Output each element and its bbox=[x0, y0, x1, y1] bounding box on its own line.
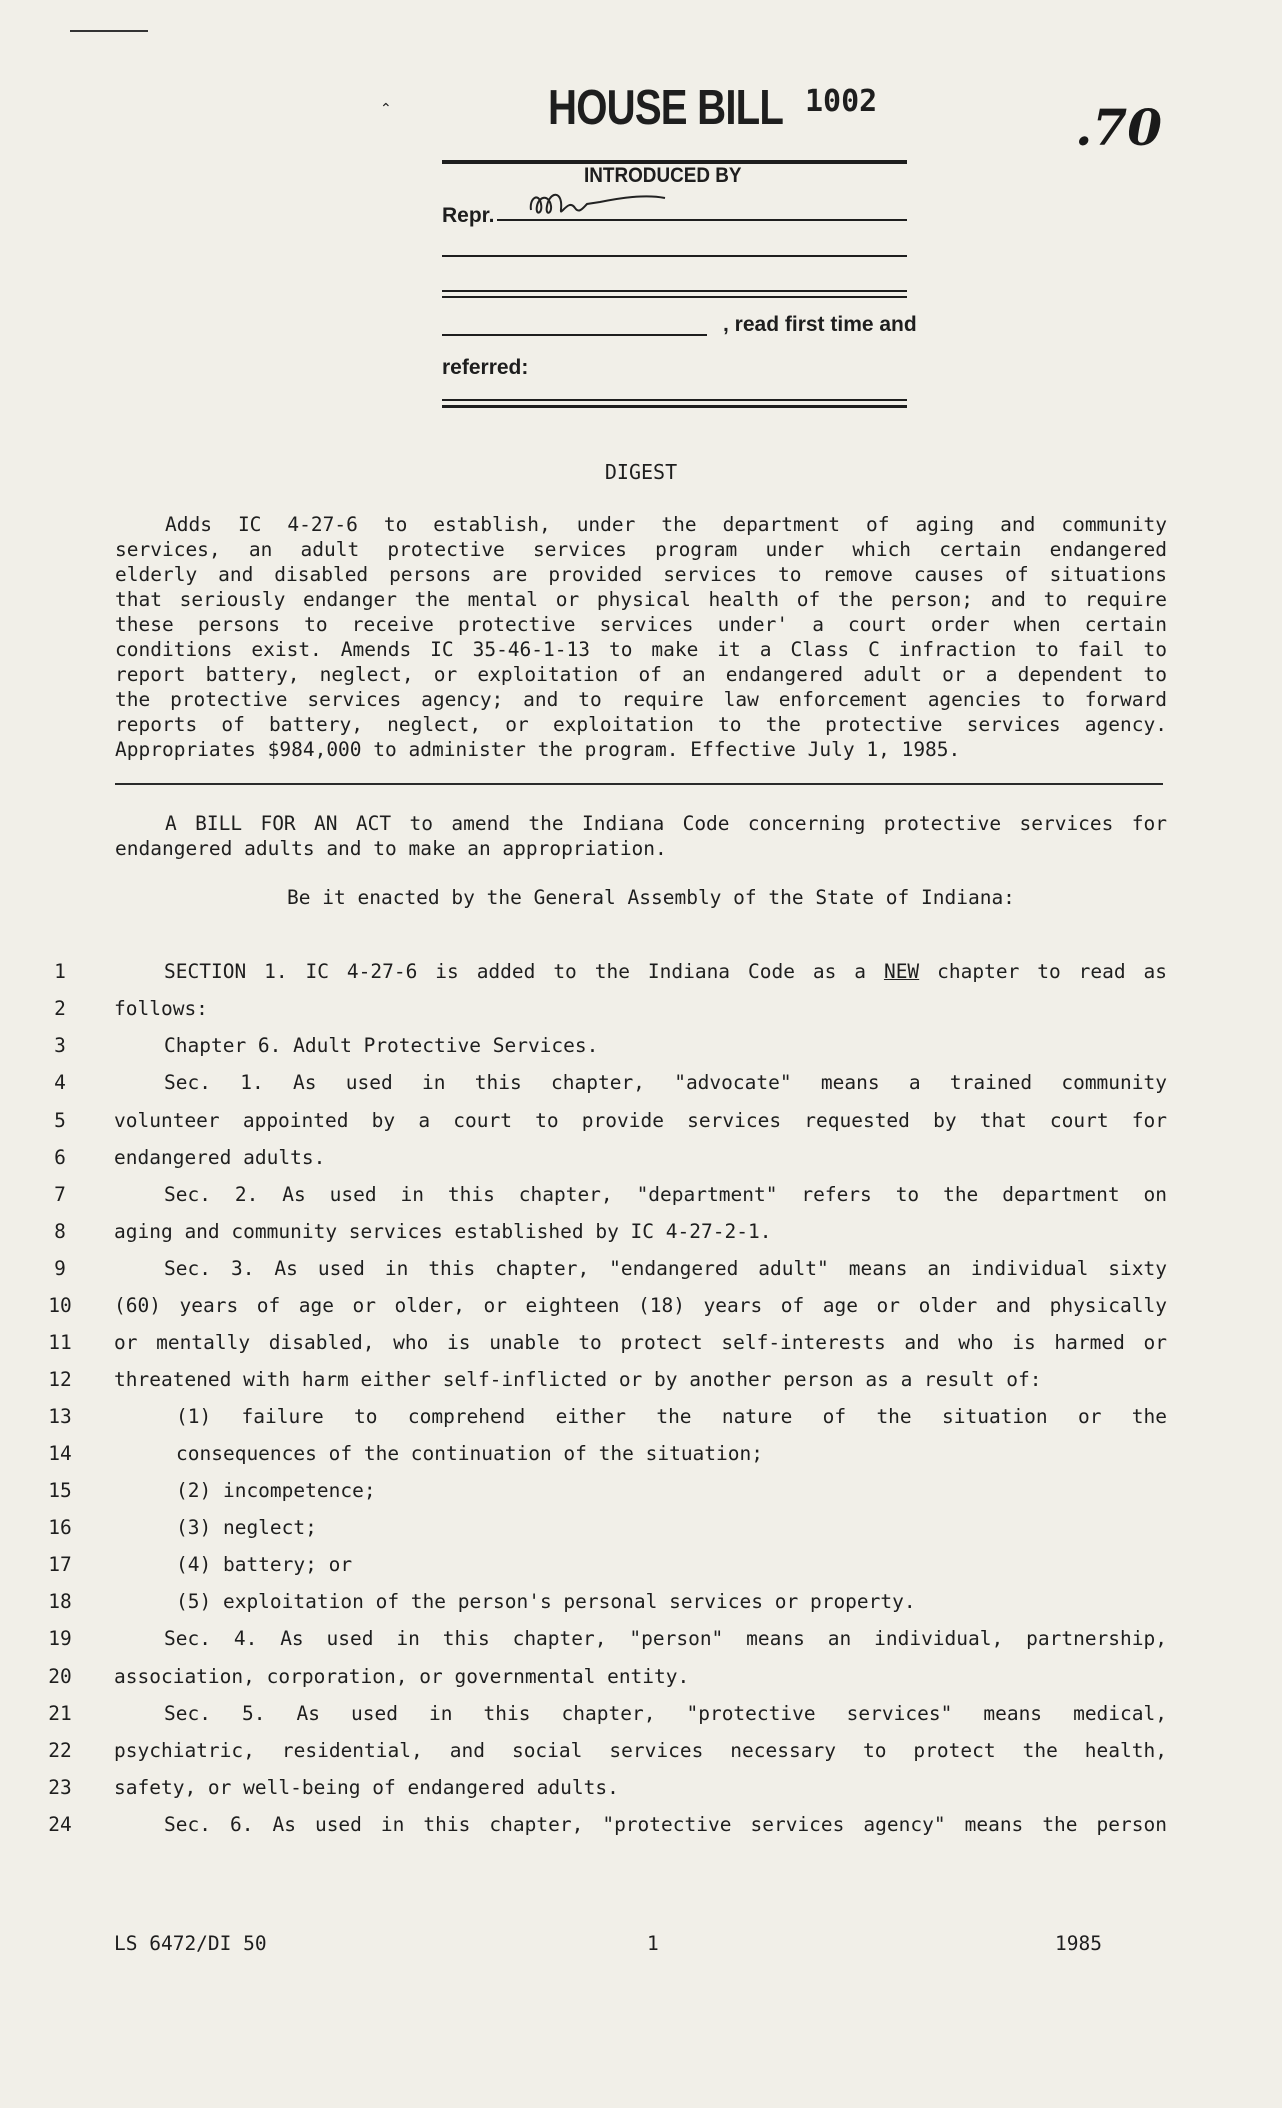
bill-number: 1002 bbox=[805, 84, 878, 119]
line-number: 15 bbox=[48, 1479, 72, 1502]
body-line-21: Sec. 5. As used in this chapter, "protective services" means medical, bbox=[164, 1702, 1167, 1725]
line-number: 3 bbox=[54, 1034, 66, 1057]
line-number: 5 bbox=[54, 1109, 66, 1132]
body-line-1 bbox=[164, 960, 1167, 983]
signature-image bbox=[525, 180, 705, 235]
referred-label: referred: bbox=[442, 356, 529, 379]
digest-line: Adds IC 4-27-6 to establish, under the department of aging and community bbox=[165, 513, 1167, 536]
line-number: 10 bbox=[48, 1294, 72, 1317]
bill-intro-line: A BILL FOR AN ACT to amend the Indiana Code concerning protective services for bbox=[165, 812, 1167, 835]
body-line-6: endangered adults. bbox=[114, 1146, 326, 1169]
header-bottom-rule-1 bbox=[442, 399, 907, 401]
digest-line: conditions exist. Amends IC 35-46-1-13 to make it a Class C infraction to fail to bbox=[115, 638, 1167, 661]
line-number: 24 bbox=[48, 1813, 72, 1836]
section-1-text: SECTION 1. IC 4-27-6 is added to the Indiana Code as a bbox=[164, 960, 867, 983]
body-line-3: Chapter 6. Adult Protective Services. bbox=[164, 1034, 599, 1057]
header-bottom-rule-2 bbox=[442, 405, 907, 408]
line-number: 9 bbox=[54, 1257, 66, 1280]
line-number: 21 bbox=[48, 1702, 72, 1725]
digest-line: Appropriates $984,000 to administer the program. Effective July 1, 1985. bbox=[115, 738, 961, 761]
body-line-16: (3) neglect; bbox=[176, 1516, 317, 1539]
line-number: 22 bbox=[48, 1739, 72, 1762]
body-line-4: Sec. 1. As used in this chapter, "advocate" means a trained community bbox=[164, 1071, 1167, 1094]
body-line-19: Sec. 4. As used in this chapter, "person" means an individual, partnership, bbox=[164, 1627, 1167, 1650]
line-number: 19 bbox=[48, 1627, 72, 1650]
document-id: LS 6472/DI 50 bbox=[114, 1932, 267, 1955]
repr-line bbox=[497, 219, 907, 221]
body-line-8: aging and community services established by IC 4-27-2-1. bbox=[114, 1220, 772, 1243]
footer-year: 1985 bbox=[1055, 1932, 1102, 1955]
line-number: 14 bbox=[48, 1442, 72, 1465]
body-line-20: association, corporation, or governmental entity. bbox=[114, 1665, 690, 1688]
new-keyword: NEW bbox=[883, 960, 920, 983]
line-number: 13 bbox=[48, 1405, 72, 1428]
digest-line: elderly and disabled persons are provided services to remove causes of situations bbox=[115, 563, 1167, 586]
line-number: 17 bbox=[48, 1553, 72, 1576]
enacting-clause: Be it enacted by the General Assembly of the State of Indiana: bbox=[287, 886, 1015, 909]
bill-title: HOUSE BILL bbox=[548, 81, 784, 135]
digest-line: that seriously endanger the mental or physical health of the person; and to require bbox=[115, 588, 1167, 611]
body-line-9: Sec. 3. As used in this chapter, "endangered adult" means an individual sixty bbox=[164, 1257, 1167, 1280]
line-number: 1 bbox=[54, 960, 66, 983]
top-dash-mark bbox=[70, 30, 148, 32]
line-number: 18 bbox=[48, 1590, 72, 1613]
body-line-7: Sec. 2. As used in this chapter, "department" refers to the department on bbox=[164, 1183, 1167, 1206]
read-first-time-label: , read first time and bbox=[723, 313, 917, 336]
digest-line: the protective services agency; and to require law enforcement agencies to forward bbox=[115, 688, 1167, 711]
stray-mark: ⌃ bbox=[380, 100, 392, 116]
double-line-top bbox=[442, 290, 907, 292]
body-line-18: (5) exploitation of the person's personal services or property. bbox=[176, 1590, 916, 1613]
page-number: 1 bbox=[647, 1932, 659, 1955]
line-number: 16 bbox=[48, 1516, 72, 1539]
digest-divider bbox=[115, 783, 1163, 785]
section-1-text-end: chapter to read as bbox=[937, 960, 1168, 983]
body-line-24: Sec. 6. As used in this chapter, "protective services agency" means the person bbox=[164, 1813, 1167, 1836]
line-number: 20 bbox=[48, 1665, 72, 1688]
body-line-10: (60) years of age or older, or eighteen (18) years of age or older and physically bbox=[114, 1294, 1167, 1317]
line-number: 11 bbox=[48, 1331, 72, 1354]
bill-title-clause bbox=[115, 811, 1167, 861]
line-number: 4 bbox=[54, 1071, 66, 1094]
body-line-15: (2) incompetence; bbox=[176, 1479, 376, 1502]
line-number: 7 bbox=[54, 1183, 66, 1206]
digest-line: these persons to receive protective services under' a court order when certain bbox=[115, 613, 1167, 636]
body-line-17: (4) battery; or bbox=[176, 1553, 353, 1576]
line-number: 8 bbox=[54, 1220, 66, 1243]
line-number: 23 bbox=[48, 1776, 72, 1799]
blank-line-1 bbox=[442, 255, 907, 257]
repr-label: Repr. bbox=[442, 204, 495, 227]
double-line-bottom bbox=[442, 296, 907, 298]
read-first-line bbox=[442, 334, 707, 336]
digest-text bbox=[115, 512, 1167, 762]
body-line-11: or mentally disabled, who is unable to protect self-interests and who is harmed or bbox=[114, 1331, 1167, 1354]
digest-heading: DIGEST bbox=[604, 460, 678, 484]
digest-line: reports of battery, neglect, or exploitation to the protective services agency. bbox=[115, 713, 1167, 736]
digest-line: services, an adult protective services program under which certain endangered bbox=[115, 538, 1167, 561]
body-line-14: consequences of the continuation of the situation; bbox=[176, 1442, 763, 1465]
body-line-22: psychiatric, residential, and social services necessary to protect the health, bbox=[114, 1739, 1167, 1762]
bill-intro-line: endangered adults and to make an appropriation. bbox=[115, 837, 667, 860]
line-number: 6 bbox=[54, 1146, 66, 1169]
body-line-5: volunteer appointed by a court to provide services requested by that court for bbox=[114, 1109, 1167, 1132]
body-line-12: threatened with harm either self-inflicted or by another person as a result of: bbox=[114, 1368, 1042, 1391]
digest-line: report battery, neglect, or exploitation of an endangered adult or a dependent to bbox=[115, 663, 1167, 686]
introduced-by-label: INTRODUCED BY bbox=[584, 164, 742, 187]
body-line-23: safety, or well-being of endangered adults. bbox=[114, 1776, 619, 1799]
body-line-2: follows: bbox=[114, 997, 208, 1020]
handwritten-mark: .70 bbox=[1075, 98, 1162, 157]
line-number: 2 bbox=[54, 997, 66, 1020]
body-line-13: (1) failure to comprehend either the nature of the situation or the bbox=[176, 1405, 1167, 1428]
line-number: 12 bbox=[48, 1368, 72, 1391]
